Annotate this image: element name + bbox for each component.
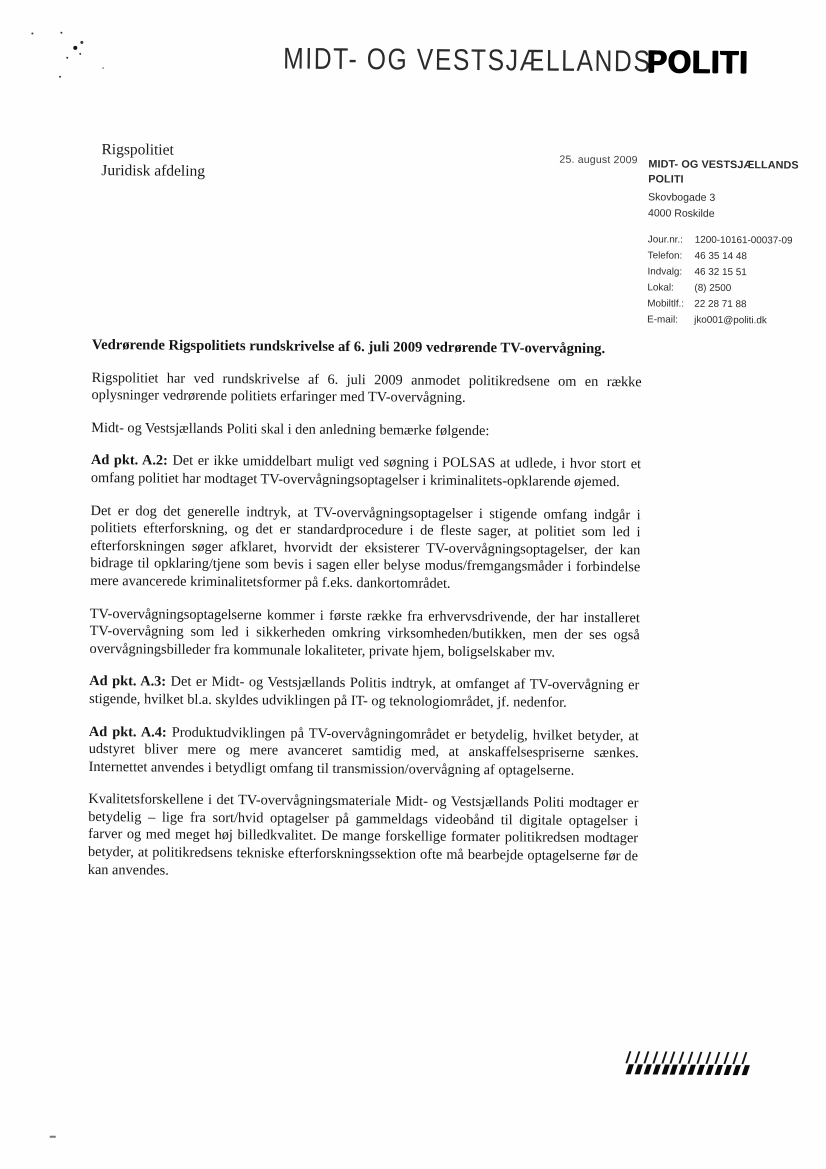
hatch-bar [741,1052,747,1064]
sender-name-line: POLITI [648,173,684,186]
body-paragraph: Kvalitetsforskellene i det TV-overvågningsmateriale Midt- og Vestsjællands Politi modtager er betydelig – lige fra sort/hvid optagelser på gammeldags videobånd til digitale optagelser i farver og med meget høj billedkvalitet. De mange forskellige formater politikredsen modtager betyder, at politikredsens tekniske efterforskningssektion ofte må bearbejde optagelserne før de kan anvendes. [87,791,639,879]
scan-speckle [60,32,62,34]
hatch-bar [715,1065,723,1075]
contact-value: 46 32 15 51 [694,266,747,278]
contact-value: 1200-10161-00037-09 [694,234,793,247]
hatch-bar [625,1051,631,1063]
sender-city: 4000 Roskilde [647,207,715,220]
paragraph-lead: Ad pkt. A.2: [90,452,168,469]
body-paragraph: TV-overvågningsoptagelserne kommer i første række fra erhvervsdrivende, der har installeret TV-overvågning som led i sikkerheden omkring virksomheden/butikken, men der ses også overvågningsbilleder fra kommunale lokaliteter, private hjem, boligselskaber mv. [89,605,640,661]
contact-row [647,264,812,281]
contact-value: (8) 2500 [694,282,732,294]
hatch-bar [688,1052,694,1064]
scan-speckle [31,33,33,35]
sender-info-block [647,157,813,329]
body-paragraph: Midt- og Vestsjællands Politi skal i den anledning bemærke følgende: [91,419,490,439]
hatch-bar [732,1065,740,1075]
hatch-bar [652,1051,658,1063]
hatch-bar [643,1051,649,1063]
hatch-bar [661,1052,667,1064]
sender-contact-list [647,232,813,329]
hatch-row-thin [627,1051,747,1064]
letterhead-politi-logo: POLITI [647,43,749,81]
body-paragraph: Ad pkt. A.4: Produktudviklingen på TV-overvågningområdet er betydelig, hvilket betyder, at udstyret bliver mere og mere avanceret samtidig med, at anskaffelsespriserne sænkes. Internettet anvendes i betydligt omfang til transmission/overvågning af optagelserne. [88,723,639,779]
hatch-bar [679,1052,685,1064]
hatch-bar [741,1065,749,1075]
hatch-bar [670,1065,678,1075]
contact-label: Lokal: [647,282,674,294]
hatch-bar [697,1052,703,1064]
hatch-bar [635,1064,643,1074]
contact-label: Indvalg: [647,266,683,278]
letter-date: 25. august 2009 [559,153,638,167]
recipient-line: Rigspolitiet [101,141,174,159]
registration-hatch-mark-icon [627,1051,748,1075]
body-paragraph: Rigspolitiet har ved rundskrivelse af 6. juli 2009 anmodet politikredsene om en række oplysninger vedrørende politiets erfaringer med TV-overvågning. [91,369,642,407]
hatch-bar [697,1065,705,1075]
contact-label: E-mail: [647,313,678,326]
hatch-row-thick [627,1064,747,1075]
hatch-bar [688,1065,696,1075]
body-paragraph: Det er dog det generelle indtryk, at TV-overvågningsoptagelser i stigende omfang indgår i politiets efterforskning, og det er standardprocedure i de fleste sager, at politiet som led i efterforskningen søger afklaret, hvorvidt der eksisterer TV-overvågningsoptagelser, der kan bidrage til opklaring/tjene som bevis i sagen eller belyse modus/fremgangsmåder i forbindelse mere avancerede kriminalitetsformer på f.eks. dankortområdet. [90,502,641,592]
sender-name-line: MIDT- OG VESTSJÆLLANDS [648,158,799,172]
scan-speckle [66,57,68,59]
scan-speckle [59,76,61,78]
hatch-bar [732,1052,738,1064]
contact-row [647,296,812,313]
recipient-block [101,139,205,182]
scan-speckle [50,1136,56,1138]
contact-row [648,232,813,249]
contact-value: 46 35 14 48 [694,250,747,263]
hatch-bar [706,1065,714,1075]
hatch-bar [670,1052,676,1064]
contact-row [648,248,813,265]
sender-address [648,189,813,222]
hatch-bar [626,1064,634,1074]
body-paragraphs [88,370,642,884]
hatch-bar [679,1065,687,1075]
hatch-bar [634,1051,640,1063]
scan-speckle [80,41,83,44]
paragraph-lead: Ad pkt. A.3: [89,673,167,690]
scan-speckle [79,53,81,55]
hatch-bar [714,1052,720,1064]
letter-body [88,337,642,899]
contact-row [647,312,812,329]
contact-label: Jour.nr.: [647,234,683,246]
paragraph-lead: Ad pkt. A.4: [88,723,167,741]
contact-value: 22 28 71 88 [694,298,747,310]
hatch-bar [661,1065,669,1075]
contact-value: jko001@politi.dk [694,314,767,326]
contact-label: Telefon: [647,250,683,262]
subject-line: Vedrørende Rigspolitiets rundskrivelse af 6. juli 2009 vedrørende TV-overvågning. [91,337,606,358]
contact-row [647,280,812,297]
hatch-bar [643,1064,651,1074]
hatch-bar [652,1064,660,1074]
body-paragraph: Ad pkt. A.3: Det er Midt- og Vestsjællands Politis indtryk, at omfanget af TV-overvågning er stigende, hvilket bl.a. skyldes udviklingen på IT- og teknologiområdet, jf. nedenfor. [89,673,640,711]
hatch-bar [723,1052,729,1064]
scan-speckle [102,67,104,69]
body-paragraph: Ad pkt. A.2: Det er ikke umiddelbart muligt ved søgning i POLSAS at udlede, i hvor stort et omfang politiet har modtaget TV-overvågningsoptagelser i kriminalitets-opklarende øjemed. [90,452,642,491]
letterhead [3,0,826,81]
hatch-bar [705,1052,711,1064]
sender-street: Skovbogade 3 [648,191,716,204]
letterhead-district-name: MIDT- OG VESTSJÆLLANDS [283,42,652,79]
contact-label: Mobiltlf.: [647,298,685,310]
hatch-bar [723,1065,731,1075]
recipient-line: Juridisk afdeling [101,162,206,180]
scan-speckle [73,46,77,50]
